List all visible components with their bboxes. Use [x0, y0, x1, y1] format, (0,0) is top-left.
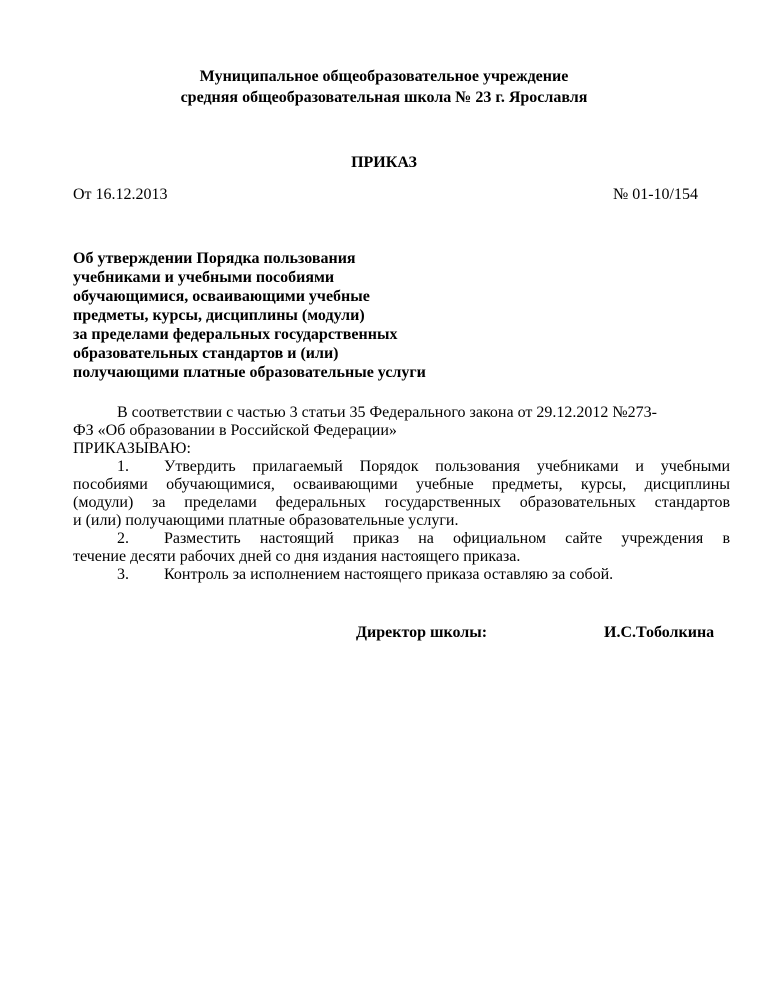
- preamble-line-1: В соответствии с частью 3 статьи 35 Федерального закона от 29.12.2012 №273-: [117, 404, 657, 421]
- preamble-line-2: ФЗ «Об образовании в Российской Федерации»: [73, 422, 397, 439]
- organization-name: Муниципальное общеобразовательное учреждение: [199, 68, 569, 85]
- order-word: ПРИКАЗЫВАЮ:: [73, 440, 191, 457]
- order-date: От 16.12.2013: [73, 186, 168, 203]
- item-1-line-4: и (или) получающими платные образовательные услуги.: [73, 512, 459, 529]
- item-2-number: 2.: [117, 530, 129, 547]
- item-3-line-1: Контроль за исполнением настоящего приказа оставляю за собой.: [164, 566, 614, 583]
- signature-title: Директор школы:: [356, 624, 488, 641]
- signature-name: И.С.Тоболкина: [604, 624, 715, 641]
- document-title: ПРИКАЗ: [351, 154, 417, 171]
- item-1-line-2: пособиями обучающимися, осваивающими учебные предметы, курсы, дисциплины: [73, 476, 730, 493]
- subject-line-6: образовательных стандартов и (или): [73, 345, 339, 362]
- subject-line-3: обучающимися, осваивающими учебные: [73, 288, 370, 305]
- item-1-line-3: (модули) за пределами федеральных государственных образовательных стандартов: [73, 494, 730, 511]
- subject-line-7: получающими платные образовательные услуги: [73, 364, 426, 381]
- item-2-line-2: течение десяти рабочих дней со дня издания настоящего приказа.: [73, 548, 521, 565]
- subject-line-5: за пределами федеральных государственных: [73, 326, 398, 343]
- school-name: средняя общеобразовательная школа № 23 г. Ярославля: [180, 89, 588, 106]
- item-2-line-1: Разместить настоящий приказ на официальном сайте учреждения в: [164, 530, 730, 547]
- subject-line-2: учебниками и учебными пособиями: [73, 269, 335, 286]
- item-1-number: 1.: [117, 458, 129, 475]
- subject-line-1: Об утверждении Порядка пользования: [73, 250, 356, 267]
- item-1-line-1: Утвердить прилагаемый Порядок пользования учебниками и учебными: [164, 458, 730, 475]
- item-3-number: 3.: [117, 566, 129, 583]
- subject-line-4: предметы, курсы, дисциплины (модули): [73, 307, 365, 324]
- order-number: № 01-10/154: [612, 186, 698, 203]
